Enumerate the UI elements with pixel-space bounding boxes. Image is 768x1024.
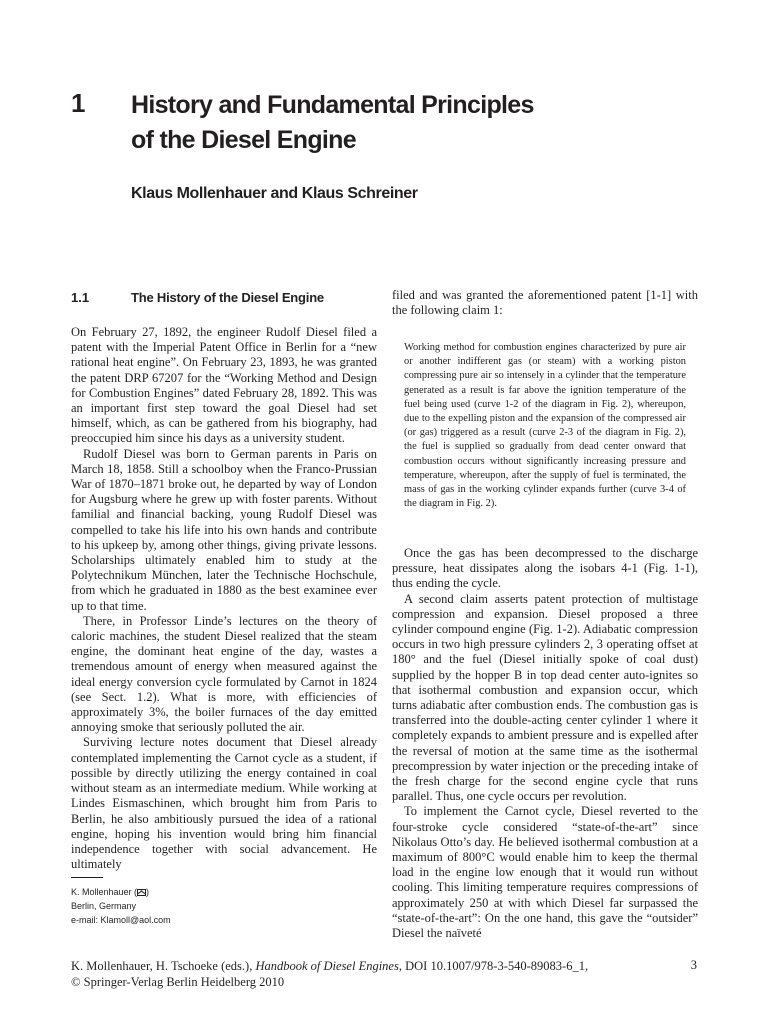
footnote-author-line [71,885,371,899]
section-number: 1.1 [71,290,90,305]
citation-footer [71,958,698,990]
footnote-author-name: K. Mollenhauer ( [71,887,138,897]
chapter-authors: Klaus Mollenhauer and Klaus Schreiner [131,185,418,202]
footnote-divider [71,877,103,878]
chapter-title-line-2: of the Diesel Engine [131,126,356,154]
body-paragraph: On February 27, 1892, the engineer Rudolf Diesel filed a patent with the Imperial Patent Office in Berlin for a “new rational heat engine”. On February 23, 1893, he was granted the patent DRP 67207 for the “Working Method and Design for Combustion Engines” dated February 28, 1892. This was an important first step toward the goal Diesel had set himself, which, as can be gathered from his biography, had preoccupied him since his days as a university student. [71,325,377,446]
patent-claim-quote: Working method for combustion engines characterized by pure air or another indifferent gas (or steam) with a working piston compressing pure air so intensely in a cylinder that the temperature generated as a result is far above the ignition temperature of the fuel being used (curve 1-2 of the diagram in Fig. 2), whereupon, due to the expelling piston and the expansion of the compressed air (or gas) triggered as a result (curve 2-3 of the diagram in Fig. 2), the fuel is supplied so gradually from dead center onward that combustion occurs without significantly increasing pressure and temperature, whereupon, after the supply of fuel is terminated, the mass of gas in the working cylinder expands further (curve 3-4 of the diagram in Fig. 2). [404,342,686,510]
copyright-line: © Springer-Verlag Berlin Heidelberg 2010 [71,975,285,989]
body-paragraph: Surviving lecture notes document that Diesel already contemplated implementing the Carnot cycle as a student, if possible by directly utilizing the energy contained in coal without steam as an intermediate medium. While working at Lindes Eismaschinen, which brought him from Paris to Berlin, he also ambitiously pursued the idea of a rational engine, hoping his invention would bring him financial independence together with social advancement. He ultimately [71,735,377,872]
right-column [392,546,698,941]
citation-book-title: Handbook of Diesel Engines [255,959,399,973]
citation-line [71,958,698,974]
envelope-icon [137,889,146,896]
footnote-location: Berlin, Germany [71,901,137,911]
chapter-title [131,88,691,158]
author-footnote [71,885,371,927]
chapter-number: 1 [71,88,85,118]
page-number: 3 [690,958,697,972]
citation-prefix: K. Mollenhauer, H. Tschoeke (eds.), [71,959,256,973]
footnote-author-name-close: ) [146,887,150,897]
left-column [71,325,377,872]
body-paragraph: There, in Professor Linde’s lectures on the theory of caloric machines, the student Diesel realized that the steam engine, the dominant heat engine of the day, wastes a tremendous amount of energy when measured against the ideal energy conversion cycle formulated by Carnot in 1824 (see Sect. 1.2). What is more, with efficiencies of approximately 3%, the boiler furnaces of the day emitted annoying smoke that seriously polluted the air. [71,613,377,735]
section-title: The History of the Diesel Engine [131,290,324,305]
body-paragraph: filed and was granted the aforementioned patent [1-1] with the following claim 1: [392,288,698,318]
body-paragraph: Once the gas has been decompressed to the discharge pressure, heat dissipates along the isobars 4-1 (Fig. 1-1), thus ending the cycle. [392,546,698,591]
chapter-title-line-1: History and Fundamental Principles [131,91,534,119]
body-paragraph: Rudolf Diesel was born to German parents in Paris on March 18, 1858. Still a schoolboy when the Franco-Prussian War of 1870–1871 broke out, he departed by way of London for Augsburg where he grew up with foster parents. Without familial and financial backing, young Rudolf Diesel was compelled to take his life into his own hands and contribute to his upkeep by, among other things, giving private lessons. Scholarships ultimately enabled him to study at the Polytechnikum München, later the Technische Hochschule, from which he graduated in 1880 as the best examinee ever up to that time. [71,446,377,613]
citation-doi: , DOI 10.1007/978-3-540-89083-6_1, [398,959,589,973]
footnote-email: e-mail: Klamoll@aol.com [71,915,171,925]
right-column-intro [392,288,698,318]
body-paragraph: A second claim asserts patent protection of multistage compression and expansion. Diesel proposed a three cylinder compound engine (Fig. 1-2). Adiabatic compression occurs in two high pressure cylinders 2, 3 operating offset at 180° and the fuel (Diesel initially spoke of coal dust) supplied by the hopper B in top dead center auto-ignites so that isothermal combustion and expansion occur, which turns adiabatic after combustion ends. The combustion gas is transferred into the double-acting center cylinder 1 where it completely expands to ambient pressure and is expelled after the reversal of motion at the same time as the isothermal precompression by water injection or the preceding intake of the fresh charge for the second engine cycle that runs parallel. Thus, one cycle occurs per revolution. [392,591,698,804]
body-paragraph: To implement the Carnot cycle, Diesel reverted to the four-stroke cycle considered “state-of-the-art” since Nikolaus Otto’s day. He believed isothermal combustion at a maximum of 800°C would enable him to keep the thermal load in the engine low enough that it would run without cooling. This limiting temperature requires compressions of approximately 250 at with which Diesel far surpassed the “state-of-the-art”: On the one hand, this gave the “outsider” Diesel the naïveté [392,804,698,941]
